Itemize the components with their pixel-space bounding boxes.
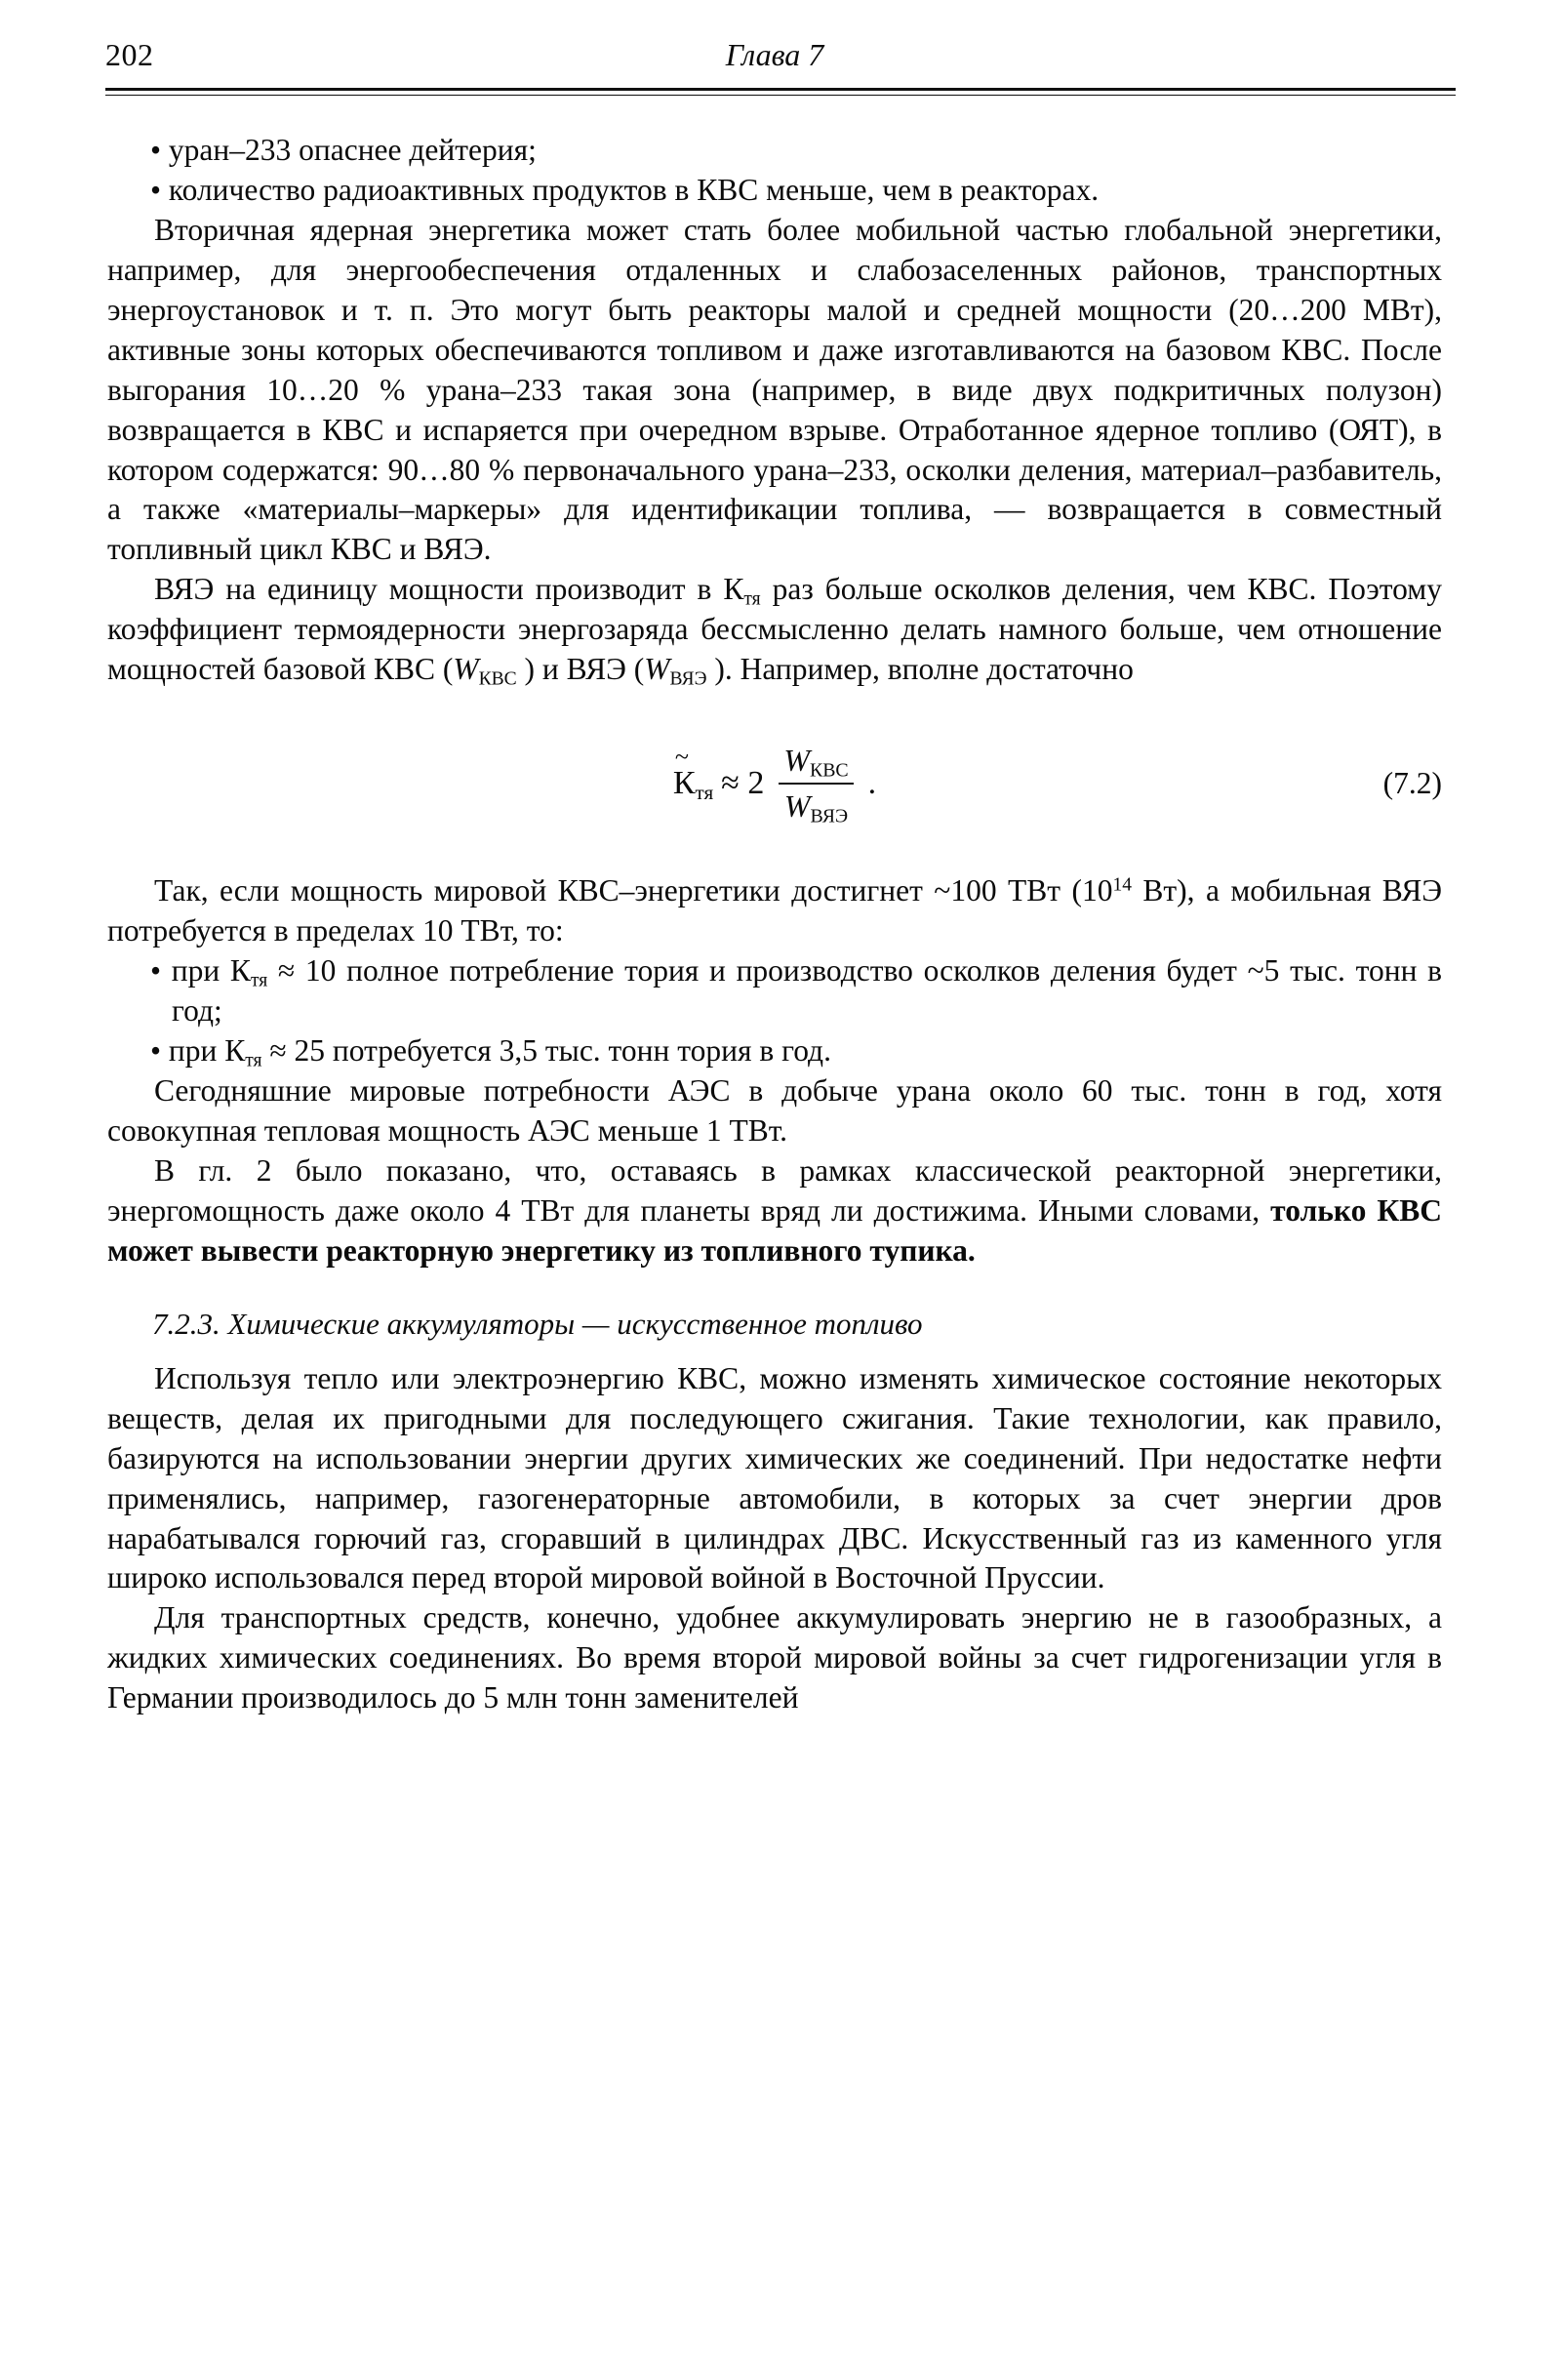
list-item: [107, 951, 1442, 1031]
formula-k-letter: К: [672, 765, 696, 802]
formula-expression: [673, 741, 876, 827]
page-header: [105, 37, 1444, 82]
paragraph-secondary-nuclear-energy: Вторичная ядерная энергетика может стать более мобильной частью глобальной энергетики, например, для энергообеспечения отдаленных и слабозаселенных районов, транспортных энергоустановок и т. п. Это могут быть реакторы малой и средней мощности (20…200 МВт), активные зоны которых обеспечиваются топливом и даже изготавливаются на базовом КВС. После выгорания 10…20 % урана–233 такая зона (например, в виде двух подкритичных полузон) возвращается в КВС и испаряется при очередном взрыве. Отработанное ядерное топливо (ОЯТ), в котором содержатся: 90…80 % первоначального урана–233, осколки деления, материал–разбавитель, а также «материалы–маркеры» для идентификации топлива, — возвращается в совместный топливный цикл КВС и ВЯЭ.: [107, 212, 1442, 567]
list-item: [107, 131, 1442, 171]
section-heading-7-2-3: 7.2.3. Химические аккумуляторы — искусственное топливо: [152, 1306, 923, 1341]
paragraph-transport-energy-storage: Для транспортных средств, конечно, удобнее аккумулировать энергию не в газообразных, а жидких химических соединениях. Во время второй мировой войны за счет гидрогенизации угля в Германии производилось до 5 млн тонн заменителей: [107, 1600, 1442, 1715]
superscript-14: 14: [1112, 874, 1132, 896]
paragraph-text-part: В гл. 2 было показано, что, оставаясь в рамках классической реакторной энергетики, энергомощность даже около 4 ТВт для планеты вряд ли достижима. Иными словами,: [107, 1152, 1442, 1228]
subscript-kvs: КВС: [478, 668, 517, 690]
list-item: [107, 171, 1442, 211]
formula-relation: ≈ 2: [721, 765, 765, 802]
paragraph-text-part: Вт), а мобильная ВЯЭ потребуется в пределах 10 ТВт, то:: [107, 873, 1442, 948]
bullet-marker: •: [150, 1032, 162, 1068]
subscript-tya: тя: [250, 970, 268, 991]
paragraph-world-kvs-power: [107, 871, 1442, 951]
tilde-accent: ~: [674, 743, 689, 772]
document-page: [0, 37, 1561, 2380]
paragraph-vyae-power: [107, 570, 1442, 690]
list-item-text: количество радиоактивных продуктов в КВС меньше, чем в реакторах.: [168, 172, 1100, 207]
paragraph-text-part: ). Например, вполне достаточно: [706, 652, 1134, 687]
formula-number: (7.2): [1382, 766, 1442, 801]
subscript-tya: тя: [245, 1050, 262, 1071]
paragraph-chemical-accumulators: Используя тепло или электроэнергию КВС, можно изменять химическое состояние некоторых веществ, делая их пригодными для последующего сжигания. Такие технологии, как правило, базируются на использовании энергии других химических же соединений. При недостатке нефти применялись, например, газогенераторные автомобили, в которых за счет энергии дров нарабатывался горючий газ, сгоравший в цилиндрах ДВС. Искусственный газ из каменного угля широко использовался перед второй мировой войной в Восточной Пруссии.: [107, 1360, 1442, 1595]
emphasis-kvs-conclusion: только КВС может вывести реакторную энергетику из топливного тупика.: [107, 1192, 1442, 1268]
header-rule: [105, 88, 1456, 96]
formula-k-subscript: тя: [695, 780, 714, 804]
variable-w-kvs: W: [453, 652, 479, 687]
list-item: [107, 1031, 1442, 1071]
subscript-tya: тя: [743, 588, 761, 610]
bullet-marker: •: [150, 172, 162, 207]
formula-denominator: $W_{ВЯЭ}$: [779, 783, 854, 827]
paragraph-chapter-2-reference: [107, 1151, 1442, 1271]
list-item-text: при $К_{тя} \approx 25$ потребуется 3,5 тыс. тонн тория в год.: [168, 1032, 831, 1071]
display-formula-7-2: [107, 729, 1442, 838]
bullet-marker: •: [150, 953, 162, 988]
list-item-text: уран–233 опаснее дейтерия;: [168, 133, 537, 167]
bullet-marker: •: [150, 133, 162, 167]
variable-w-vyae: W: [644, 652, 670, 687]
formula-fraction: [778, 741, 854, 827]
paragraph-text-part: ВЯЭ на единицу мощности производит в К: [154, 572, 744, 607]
paragraph-aes-uranium-demand: Сегодняшние мировые потребности АЭС в добыче урана около 60 тыс. тонн в год, хотя совокупная тепловая мощность АЭС меньше 1 ТВт.: [107, 1072, 1442, 1148]
paragraph-text-part: раз больше осколков деления, чем КВС. Поэтому коэффициент термоядерности энергозаряда бессмысленно делать намного больше, чем отношение мощностей базовой КВС (: [107, 572, 1442, 687]
running-title: Глава 7: [725, 37, 824, 72]
page-number: 202: [105, 37, 154, 72]
paragraph-text-part: Так, если мощность мировой КВС–энергетики достигнет ~100 ТВт (10: [154, 873, 1113, 908]
formula-numerator: $W_{КВС}$: [783, 742, 849, 782]
formula-period: .: [867, 765, 877, 802]
page-body: [107, 131, 1442, 1718]
paragraph-text-part: ) и ВЯЭ (: [516, 652, 645, 687]
formula-k-symbol: [672, 743, 714, 805]
subscript-vyae: ВЯЭ: [669, 668, 707, 690]
list-item-text: при $К_{тя} \approx 10$ полное потребление тория и производство осколков деления будет ~5 тыс. тонн в год;: [171, 953, 1442, 1028]
